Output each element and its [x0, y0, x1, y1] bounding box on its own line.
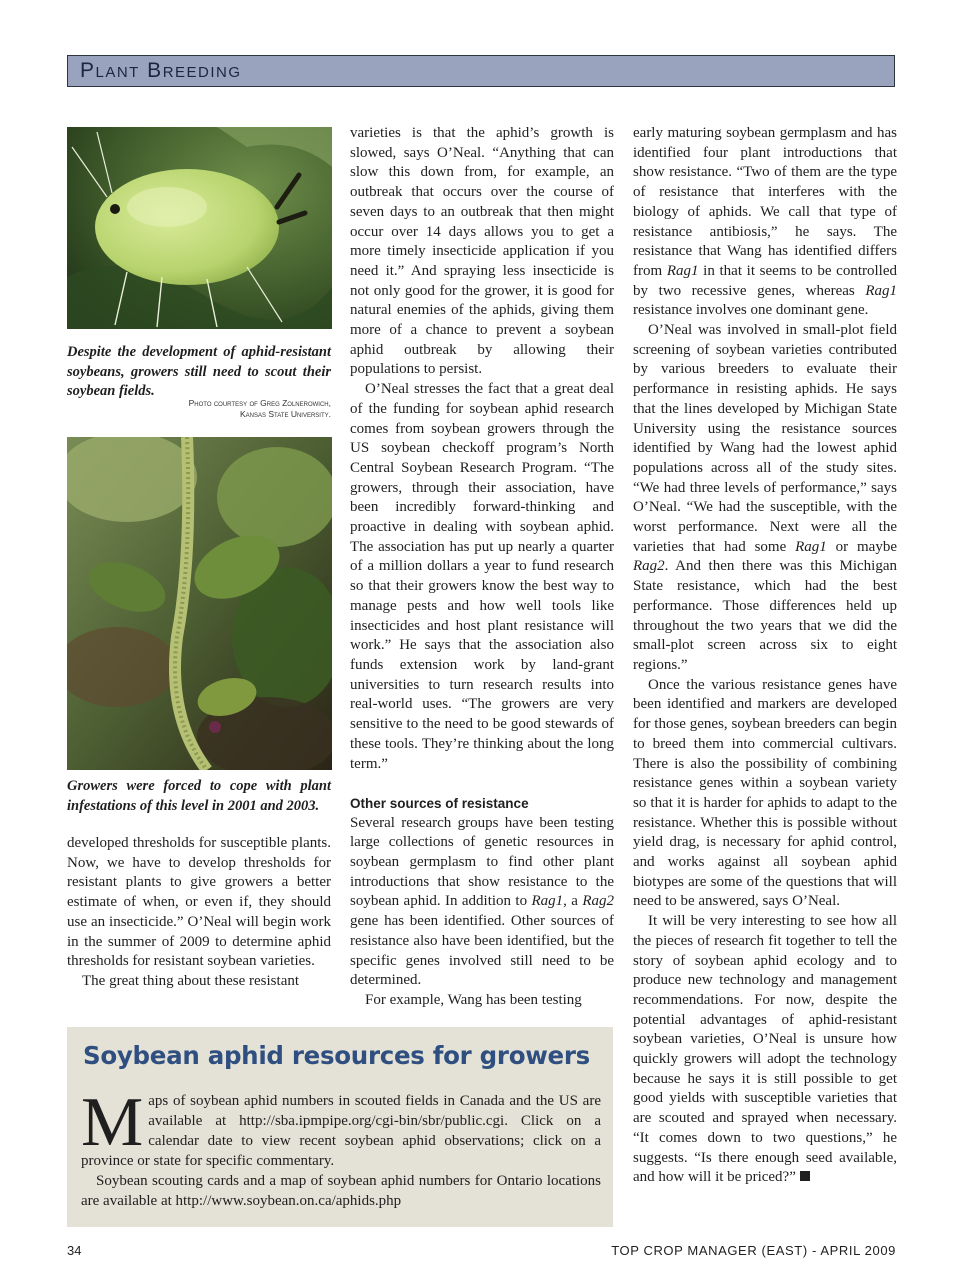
- sidebar-title: Soybean aphid resources for growers: [83, 1041, 590, 1070]
- col2-paragraph-2: O’Neal stresses the fact that a great deal of the funding for soybean aphid research comes from soybean growers through the US soybean checkoff program’s North Central Soybean Research Program. “The growers, through their association, have been incredibly forward-thinking and proactive in dealing with soybean aphid. The association has put up nearly a quarter of a million dollars a year to fund research so that their growers know the best way to manage pests and how well tools like insecticides and host plant resistance will work.” He says that the association also funds extension work by land-grant universities to turn research results into real-world uses. “The growers are very sensitive to the need to be good stewards of these tools. They’re thinking about the long term.”: [350, 381, 614, 772]
- col2-paragraph-1: varieties is that the aphid’s growth is slowed, says O’Neal. “Anything that can slow this down from, for example, an outbreak that occurs over the course of seven days to an outbreak that then might occur over 14 days allows you to get a more timely insecticide application if you need it.” And spraying less insecticide is not only good for the grower, it is good for natural enemies of the aphids, giving them more of a chance to prevent a soybean aphid outbreak by allowing their populations to persist.: [350, 125, 614, 378]
- col1-paragraph-2: The great thing about these resistant: [82, 972, 300, 989]
- col1-paragraph-1: developed thresholds for susceptible plants. Now, we have to develop thresholds for resistant plants to give growers a better estimate of when, or even if, they should use an insecticide.” O’Neal will begin work in the summer of 2009 to determine aphid thresholds for resistant soybean varieties.: [67, 835, 331, 970]
- section-title: Plant Breeding: [80, 59, 242, 82]
- column-3: [633, 124, 897, 1188]
- col3-paragraph-3: Once the various resistance genes have been identified and markers are developed for those genes, soybean breeders can begin to breed them into commercial cultivars. There is also the possibility of combining resistance genes within a soybean variety so that it is harder for aphids to adapt to the resistance. Whether this is possible without yield drag, is necessary for aphid control, and works against all soybean aphid biotypes are some of the questions that will need to be answered, says O’Neal.: [633, 676, 897, 910]
- section-banner: [67, 55, 895, 87]
- page-number: 34: [67, 1243, 82, 1258]
- sidebar-paragraph-2: Soybean scouting cards and a map of soybean aphid numbers for Ontario locations are available at http://www.soybean.on.ca/aphids.php: [81, 1173, 601, 1209]
- sidebar-dropcap: M: [81, 1084, 144, 1161]
- aphid-photo: [67, 127, 332, 329]
- infested-plant-photo: [67, 437, 332, 770]
- col3-paragraph-1: early maturing soybean germplasm and has identified four plant introductions that show resistance. “Two of them are the type of resistance that interferes with the biology of aphids. We call that type of resistance antibiosis,” he says. The resistance that Wang has identified differs from Rag1 in that it seems to be controlled by two recessive genes, whereas Rag1 resistance involves one dominant gene.: [633, 125, 897, 319]
- credit-line-1: Photo courtesy of Greg Zolnerowich,: [188, 398, 331, 408]
- credit-line-2: Kansas State University.: [239, 409, 331, 419]
- column-2: [350, 124, 614, 1011]
- sidebar-body: [81, 1084, 601, 1211]
- photo2-caption: Growers were forced to cope with plant infestations of this level in 2001 and 2003.: [67, 778, 331, 814]
- end-mark-icon: [800, 1171, 810, 1181]
- col2-paragraph-3: Several research groups have been testing large collections of genetic resources in soybean germplasm to find other plant introductions that show resistance to the soybean aphid. In addition to Rag1, a Rag2 gene has been identified. Other sources of resistance also have been identified, but the specific genes involved still need to be determined.: [350, 814, 614, 989]
- col2-paragraph-4: For example, Wang has been testing: [365, 991, 582, 1008]
- col3-paragraph-2: O’Neal was involved in small-plot field screening of soybean varieties contributed by various breeders to evaluate their performance in resisting aphids. He says that the lines developed by Michigan State University using the resistance sources identified by Wang had the lowest aphid populations across all of the study sites. “We had three levels of performance,” says O’Neal. “We had the susceptible, with the worst performance. Next were all the varieties that had some Rag1 or maybe Rag2. And then there was this Michigan State resistance, which had the best performance. Those differences held up throughout the two years that we did the small-plot screen across six to eight regions.”: [633, 322, 897, 673]
- resources-sidebar: [67, 1027, 613, 1227]
- col3-paragraph-4: It will be very interesting to see how all the pieces of research fit together to tell the story of soybean aphid ecology and to produce new technology and management recommendations. For now, despite the potential advantages of aphid-resistant soybean varieties, O’Neal is unsure how quickly growers will adopt the technology because he says it is still possible to get good yields with susceptible varieties that are scouted and sprayed when necessary. “It comes down to two questions,” he suggests. “Is there enough seed available, and how will it be priced?”: [633, 913, 897, 1186]
- sidebar-paragraph-1: Maps of soybean aphid numbers in scouted fields in Canada and the US are available at http://sba.ipmpipe.org/cgi-bin/sbr/public.cgi. Click on a calendar date to view recent soybean aphid observations; click on a province or state for specific commentary.: [81, 1084, 601, 1169]
- column-1: [67, 834, 331, 992]
- photo1-credit: [67, 398, 331, 420]
- subhead-other-sources: Other sources of resistance: [350, 795, 529, 811]
- magazine-issue: TOP CROP MANAGER (EAST) - APRIL 2009: [611, 1243, 896, 1258]
- photo1-caption: Despite the development of aphid-resistant soybeans, growers still need to scout their soybean fields.: [67, 344, 331, 399]
